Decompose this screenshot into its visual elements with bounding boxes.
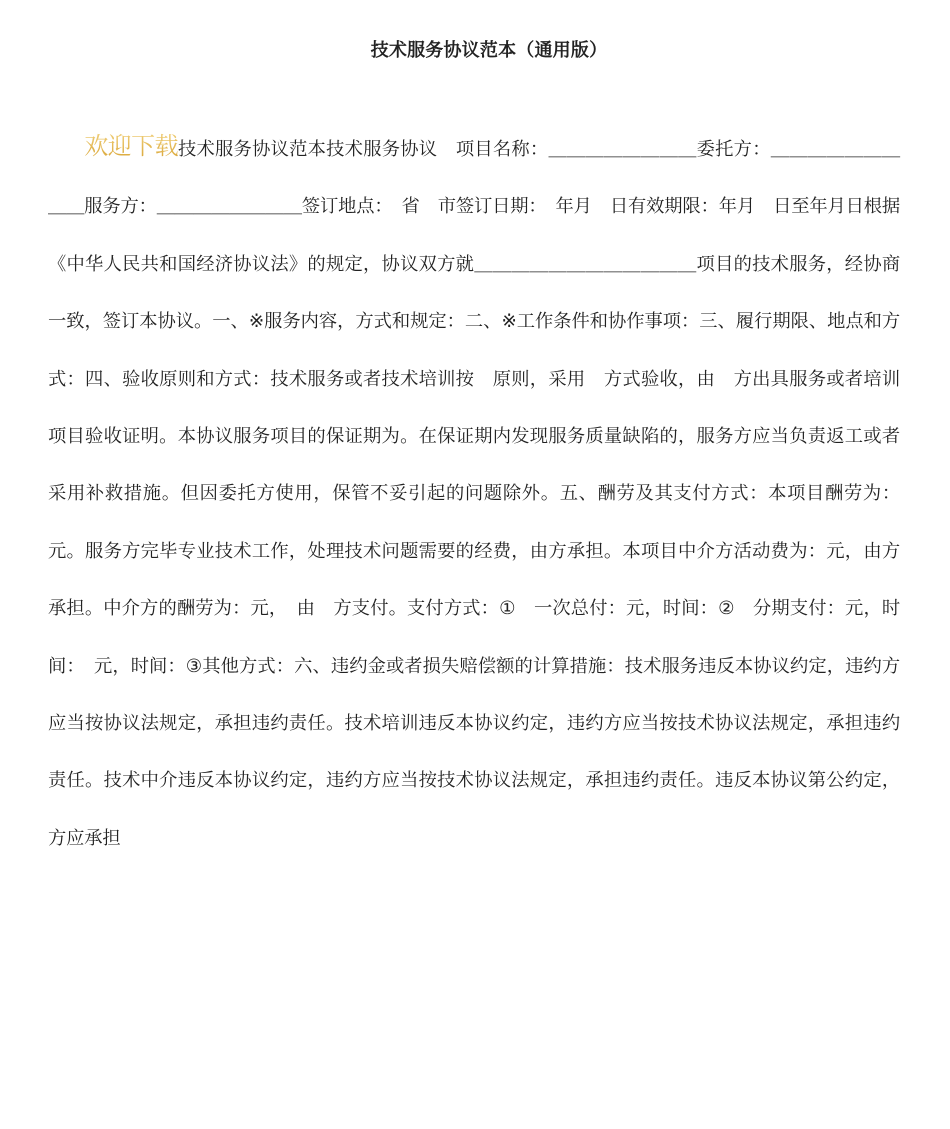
- document-body: [48, 118, 900, 867]
- document-title: 技术服务协议范本（通用版）: [370, 40, 608, 61]
- watermark-logo: 欢迎下载: [84, 132, 178, 160]
- body-paragraph: 技术服务协议范本技术服务协议 项目名称：＿＿＿＿＿＿＿＿委托方：＿＿＿＿＿＿＿＿＿服务方：＿＿＿＿＿＿＿＿签订地点： 省 市签订日期： 年月 日有效期限：年月 日至年月日根据《中华人民共和国经济协议法》的规定，协议双方就＿＿＿＿＿＿＿＿＿＿＿＿项目的技术服务，经协商一致，签订本协议。一、※服务内容，方式和规定：二、※工作条件和协作事项：三、履行期限、地点和方式：四、验收原则和方式：技术服务或者技术培训按 原则，采用 方式验收，由 方出具服务或者培训项目验收证明。本协议服务项目的保证期为。在保证期内发现服务质量缺陷的，服务方应当负责返工或者采用补救措施。但因委托方使用，保管不妥引起的问题除外。五、酬劳及其支付方式：本项目酬劳为：元。服务方完毕专业技术工作，处理技术问题需要的经费，由方承担。本项目中介方活动费为：元，由方承担。中介方的酬劳为：元， 由 方支付。支付方式：① 一次总付：元，时间：② 分期支付：元，时间： 元，时间：③其他方式：六、违约金或者损失赔偿额的计算措施：技术服务违反本协议约定，违约方应当按协议法规定，承担违约责任。技术培训违反本协议约定，违约方应当按技术协议法规定，承担违约责任。技术中介违反本协议约定，违约方应当按技术协议法规定，承担违约责任。违反本协议第公约定，方应承担: [48, 139, 901, 849]
